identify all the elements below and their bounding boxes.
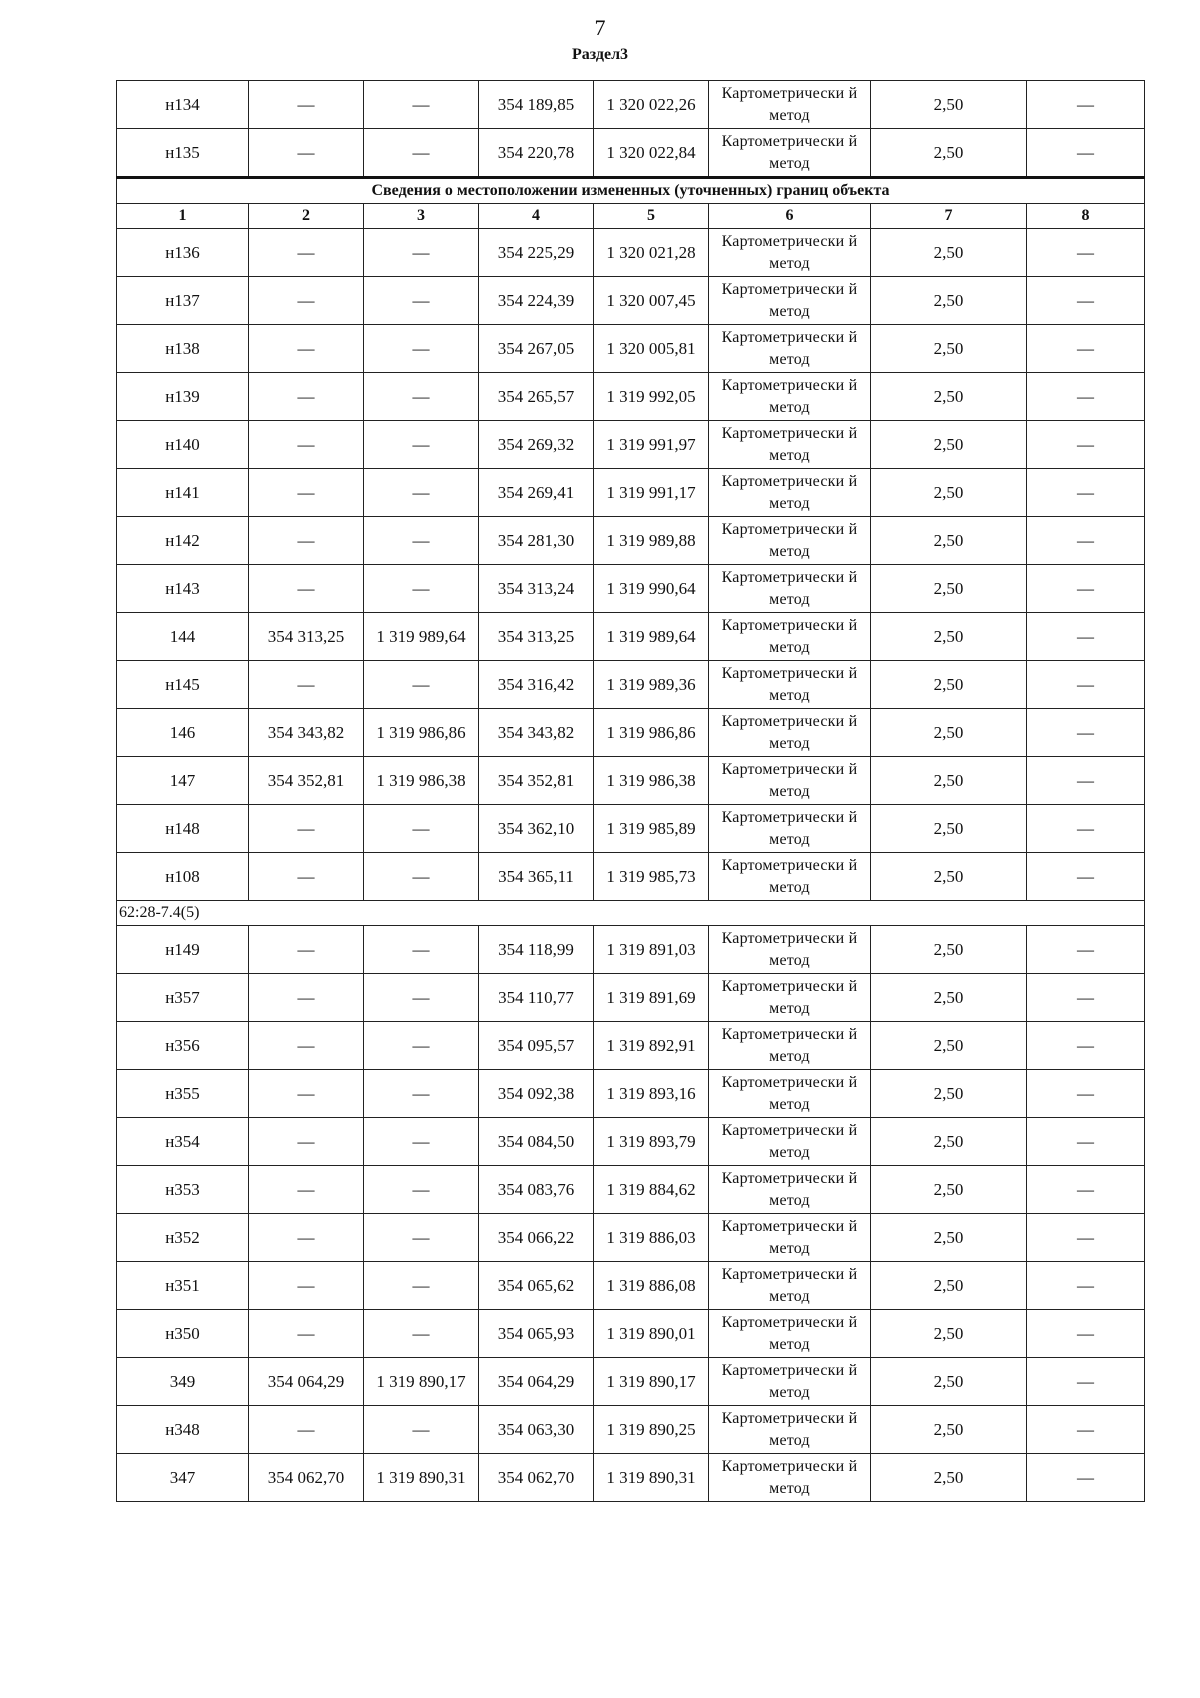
- y-new-cell: 1 319 890,25: [594, 1406, 709, 1454]
- point-cell: н356: [117, 1022, 249, 1070]
- x-new-cell: 354 365,11: [479, 853, 594, 901]
- accuracy-cell: 2,50: [871, 325, 1027, 373]
- method-cell: Картометрически й метод: [709, 974, 871, 1022]
- y-new-cell: 1 319 886,08: [594, 1262, 709, 1310]
- y-new-cell: 1 319 890,01: [594, 1310, 709, 1358]
- column-number: 7: [871, 204, 1027, 229]
- accuracy-cell: 2,50: [871, 129, 1027, 178]
- y-new-cell: 1 319 989,36: [594, 661, 709, 709]
- description-cell: —: [1027, 277, 1145, 325]
- y-old-cell: —: [364, 974, 479, 1022]
- table-row: [117, 277, 1145, 325]
- point-cell: н143: [117, 565, 249, 613]
- y-new-cell: 1 320 007,45: [594, 277, 709, 325]
- accuracy-cell: 2,50: [871, 1358, 1027, 1406]
- y-new-cell: 1 319 890,17: [594, 1358, 709, 1406]
- x-new-cell: 354 269,32: [479, 421, 594, 469]
- table-row: [117, 1022, 1145, 1070]
- point-cell: н145: [117, 661, 249, 709]
- point-cell: н139: [117, 373, 249, 421]
- x-old-cell: —: [249, 469, 364, 517]
- y-new-cell: 1 320 022,84: [594, 129, 709, 178]
- accuracy-cell: 2,50: [871, 1022, 1027, 1070]
- description-cell: —: [1027, 974, 1145, 1022]
- x-new-cell: 354 062,70: [479, 1454, 594, 1502]
- column-number: 5: [594, 204, 709, 229]
- y-old-cell: —: [364, 805, 479, 853]
- y-old-cell: —: [364, 277, 479, 325]
- accuracy-cell: 2,50: [871, 517, 1027, 565]
- point-cell: 147: [117, 757, 249, 805]
- y-old-cell: —: [364, 129, 479, 178]
- accuracy-cell: 2,50: [871, 277, 1027, 325]
- x-new-cell: 354 316,42: [479, 661, 594, 709]
- y-new-cell: 1 320 021,28: [594, 229, 709, 277]
- x-new-cell: 354 224,39: [479, 277, 594, 325]
- accuracy-cell: 2,50: [871, 709, 1027, 757]
- description-cell: —: [1027, 926, 1145, 974]
- table-row: [117, 661, 1145, 709]
- y-new-cell: 1 319 991,97: [594, 421, 709, 469]
- description-cell: —: [1027, 1166, 1145, 1214]
- table-row: [117, 757, 1145, 805]
- y-new-cell: 1 319 985,73: [594, 853, 709, 901]
- point-cell: н148: [117, 805, 249, 853]
- description-cell: —: [1027, 757, 1145, 805]
- table-row: [117, 1118, 1145, 1166]
- table-row: [117, 974, 1145, 1022]
- accuracy-cell: 2,50: [871, 974, 1027, 1022]
- y-old-cell: —: [364, 565, 479, 613]
- table-row: [117, 926, 1145, 974]
- x-new-cell: 354 313,24: [479, 565, 594, 613]
- column-number: 2: [249, 204, 364, 229]
- x-old-cell: 354 343,82: [249, 709, 364, 757]
- method-cell: Картометрически й метод: [709, 81, 871, 129]
- coordinates-table: [116, 80, 1145, 1502]
- x-new-cell: 354 084,50: [479, 1118, 594, 1166]
- y-old-cell: —: [364, 1166, 479, 1214]
- table-row: [117, 325, 1145, 373]
- x-old-cell: —: [249, 517, 364, 565]
- point-cell: н137: [117, 277, 249, 325]
- x-old-cell: —: [249, 421, 364, 469]
- method-cell: Картометрически й метод: [709, 325, 871, 373]
- table-row: [117, 469, 1145, 517]
- point-cell: н354: [117, 1118, 249, 1166]
- description-cell: —: [1027, 853, 1145, 901]
- y-old-cell: —: [364, 1262, 479, 1310]
- y-old-cell: —: [364, 1118, 479, 1166]
- x-old-cell: 354 313,25: [249, 613, 364, 661]
- table-row: [117, 229, 1145, 277]
- column-number: 3: [364, 204, 479, 229]
- x-old-cell: —: [249, 1214, 364, 1262]
- point-cell: н141: [117, 469, 249, 517]
- point-cell: 347: [117, 1454, 249, 1502]
- point-cell: н348: [117, 1406, 249, 1454]
- method-cell: Картометрически й метод: [709, 421, 871, 469]
- x-new-cell: 354 110,77: [479, 974, 594, 1022]
- y-old-cell: —: [364, 1214, 479, 1262]
- y-new-cell: 1 319 886,03: [594, 1214, 709, 1262]
- point-cell: н357: [117, 974, 249, 1022]
- x-old-cell: —: [249, 129, 364, 178]
- description-cell: —: [1027, 325, 1145, 373]
- y-old-cell: —: [364, 469, 479, 517]
- y-new-cell: 1 319 891,03: [594, 926, 709, 974]
- y-new-cell: 1 319 890,31: [594, 1454, 709, 1502]
- x-old-cell: 354 064,29: [249, 1358, 364, 1406]
- description-cell: —: [1027, 565, 1145, 613]
- column-number: 1: [117, 204, 249, 229]
- point-cell: 146: [117, 709, 249, 757]
- method-cell: Картометрически й метод: [709, 805, 871, 853]
- x-old-cell: —: [249, 1406, 364, 1454]
- y-new-cell: 1 319 985,89: [594, 805, 709, 853]
- description-cell: —: [1027, 1118, 1145, 1166]
- y-old-cell: 1 319 986,38: [364, 757, 479, 805]
- x-old-cell: 354 062,70: [249, 1454, 364, 1502]
- x-new-cell: 354 066,22: [479, 1214, 594, 1262]
- x-new-cell: 354 281,30: [479, 517, 594, 565]
- y-old-cell: —: [364, 325, 479, 373]
- point-cell: н352: [117, 1214, 249, 1262]
- accuracy-cell: 2,50: [871, 565, 1027, 613]
- y-old-cell: —: [364, 853, 479, 901]
- column-number: 6: [709, 204, 871, 229]
- point-cell: н149: [117, 926, 249, 974]
- accuracy-cell: 2,50: [871, 1166, 1027, 1214]
- x-old-cell: —: [249, 853, 364, 901]
- point-cell: н108: [117, 853, 249, 901]
- x-old-cell: —: [249, 1262, 364, 1310]
- description-cell: —: [1027, 1262, 1145, 1310]
- method-cell: Картометрически й метод: [709, 613, 871, 661]
- accuracy-cell: 2,50: [871, 229, 1027, 277]
- method-cell: Картометрически й метод: [709, 565, 871, 613]
- x-old-cell: —: [249, 1166, 364, 1214]
- x-old-cell: —: [249, 277, 364, 325]
- x-new-cell: 354 362,10: [479, 805, 594, 853]
- x-old-cell: —: [249, 325, 364, 373]
- x-new-cell: 354 083,76: [479, 1166, 594, 1214]
- x-old-cell: —: [249, 373, 364, 421]
- point-cell: 144: [117, 613, 249, 661]
- point-cell: н138: [117, 325, 249, 373]
- table-row: [117, 129, 1145, 178]
- description-cell: —: [1027, 1070, 1145, 1118]
- column-numbers-row: [117, 204, 1145, 229]
- accuracy-cell: 2,50: [871, 613, 1027, 661]
- x-old-cell: —: [249, 805, 364, 853]
- accuracy-cell: 2,50: [871, 1262, 1027, 1310]
- method-cell: Картометрически й метод: [709, 129, 871, 178]
- description-cell: —: [1027, 661, 1145, 709]
- y-old-cell: —: [364, 517, 479, 565]
- method-cell: Картометрически й метод: [709, 853, 871, 901]
- table-row: [117, 1166, 1145, 1214]
- x-new-cell: 354 313,25: [479, 613, 594, 661]
- accuracy-cell: 2,50: [871, 1214, 1027, 1262]
- accuracy-cell: 2,50: [871, 805, 1027, 853]
- accuracy-cell: 2,50: [871, 926, 1027, 974]
- y-old-cell: —: [364, 661, 479, 709]
- x-old-cell: —: [249, 81, 364, 129]
- method-cell: Картометрически й метод: [709, 1358, 871, 1406]
- description-cell: —: [1027, 1214, 1145, 1262]
- y-old-cell: —: [364, 1406, 479, 1454]
- y-new-cell: 1 319 986,38: [594, 757, 709, 805]
- method-cell: Картометрически й метод: [709, 469, 871, 517]
- point-cell: н351: [117, 1262, 249, 1310]
- x-old-cell: —: [249, 1070, 364, 1118]
- y-new-cell: 1 319 893,79: [594, 1118, 709, 1166]
- point-cell: н136: [117, 229, 249, 277]
- method-cell: Картометрически й метод: [709, 1406, 871, 1454]
- table-row: [117, 1070, 1145, 1118]
- x-new-cell: 354 225,29: [479, 229, 594, 277]
- table-row: [117, 565, 1145, 613]
- x-new-cell: 354 063,30: [479, 1406, 594, 1454]
- point-cell: н350: [117, 1310, 249, 1358]
- table-row: [117, 853, 1145, 901]
- method-cell: Картометрически й метод: [709, 1454, 871, 1502]
- point-cell: н135: [117, 129, 249, 178]
- y-new-cell: 1 319 986,86: [594, 709, 709, 757]
- y-old-cell: —: [364, 1022, 479, 1070]
- method-cell: Картометрически й метод: [709, 517, 871, 565]
- method-cell: Картометрически й метод: [709, 229, 871, 277]
- x-new-cell: 354 343,82: [479, 709, 594, 757]
- table-row: [117, 81, 1145, 129]
- method-cell: Картометрически й метод: [709, 709, 871, 757]
- method-cell: Картометрически й метод: [709, 1262, 871, 1310]
- block-heading: Сведения о местоположении измененных (уточненных) границ объекта: [117, 178, 1145, 204]
- point-cell: 349: [117, 1358, 249, 1406]
- y-new-cell: 1 319 891,69: [594, 974, 709, 1022]
- table-row: [117, 613, 1145, 661]
- description-cell: —: [1027, 1358, 1145, 1406]
- section-title: Раздел3: [571, 46, 629, 63]
- y-old-cell: —: [364, 373, 479, 421]
- accuracy-cell: 2,50: [871, 1406, 1027, 1454]
- x-new-cell: 354 118,99: [479, 926, 594, 974]
- y-new-cell: 1 319 989,88: [594, 517, 709, 565]
- description-cell: —: [1027, 1406, 1145, 1454]
- accuracy-cell: 2,50: [871, 469, 1027, 517]
- description-cell: —: [1027, 709, 1145, 757]
- x-old-cell: —: [249, 974, 364, 1022]
- x-new-cell: 354 352,81: [479, 757, 594, 805]
- rows-before-heading: [117, 81, 1145, 178]
- accuracy-cell: 2,50: [871, 421, 1027, 469]
- accuracy-cell: 2,50: [871, 757, 1027, 805]
- x-new-cell: 354 265,57: [479, 373, 594, 421]
- description-cell: —: [1027, 229, 1145, 277]
- x-new-cell: 354 269,41: [479, 469, 594, 517]
- x-new-cell: 354 095,57: [479, 1022, 594, 1070]
- accuracy-cell: 2,50: [871, 1310, 1027, 1358]
- table-row: [117, 373, 1145, 421]
- point-cell: н353: [117, 1166, 249, 1214]
- x-new-cell: 354 189,85: [479, 81, 594, 129]
- point-cell: н355: [117, 1070, 249, 1118]
- x-old-cell: —: [249, 1022, 364, 1070]
- description-cell: —: [1027, 373, 1145, 421]
- y-new-cell: 1 319 892,91: [594, 1022, 709, 1070]
- table-row: [117, 1214, 1145, 1262]
- method-cell: Картометрически й метод: [709, 1310, 871, 1358]
- x-new-cell: 354 065,62: [479, 1262, 594, 1310]
- table-row: [117, 1406, 1145, 1454]
- block-heading-group: [117, 178, 1145, 229]
- parcel-label-row: [117, 901, 1145, 926]
- y-new-cell: 1 319 884,62: [594, 1166, 709, 1214]
- parcel-label-group: [117, 901, 1145, 926]
- y-old-cell: —: [364, 1070, 479, 1118]
- y-new-cell: 1 319 893,16: [594, 1070, 709, 1118]
- y-old-cell: —: [364, 926, 479, 974]
- table-row: [117, 709, 1145, 757]
- method-cell: Картометрически й метод: [709, 1022, 871, 1070]
- accuracy-cell: 2,50: [871, 661, 1027, 709]
- table-row: [117, 1310, 1145, 1358]
- description-cell: —: [1027, 613, 1145, 661]
- method-cell: Картометрически й метод: [709, 661, 871, 709]
- description-cell: —: [1027, 517, 1145, 565]
- parcel-label: 62:28-7.4(5): [117, 901, 1145, 926]
- y-new-cell: 1 319 991,17: [594, 469, 709, 517]
- y-new-cell: 1 319 990,64: [594, 565, 709, 613]
- point-cell: н142: [117, 517, 249, 565]
- method-cell: Картометрически й метод: [709, 757, 871, 805]
- y-new-cell: 1 320 005,81: [594, 325, 709, 373]
- method-cell: Картометрически й метод: [709, 1118, 871, 1166]
- description-cell: —: [1027, 1310, 1145, 1358]
- table-row: [117, 1358, 1145, 1406]
- table-row: [117, 1262, 1145, 1310]
- accuracy-cell: 2,50: [871, 373, 1027, 421]
- rows-section-b: [117, 926, 1145, 1502]
- table-row: [117, 1454, 1145, 1502]
- description-cell: —: [1027, 1022, 1145, 1070]
- description-cell: —: [1027, 421, 1145, 469]
- y-old-cell: —: [364, 81, 479, 129]
- x-old-cell: —: [249, 1310, 364, 1358]
- y-old-cell: 1 319 890,31: [364, 1454, 479, 1502]
- page-number: 7: [594, 15, 606, 40]
- method-cell: Картометрически й метод: [709, 277, 871, 325]
- y-new-cell: 1 319 992,05: [594, 373, 709, 421]
- accuracy-cell: 2,50: [871, 853, 1027, 901]
- y-old-cell: 1 319 989,64: [364, 613, 479, 661]
- description-cell: —: [1027, 469, 1145, 517]
- accuracy-cell: 2,50: [871, 81, 1027, 129]
- x-old-cell: 354 352,81: [249, 757, 364, 805]
- rows-section-a: [117, 229, 1145, 901]
- method-cell: Картометрически й метод: [709, 926, 871, 974]
- accuracy-cell: 2,50: [871, 1454, 1027, 1502]
- column-number: 8: [1027, 204, 1145, 229]
- column-number: 4: [479, 204, 594, 229]
- table-row: [117, 517, 1145, 565]
- method-cell: Картометрически й метод: [709, 1214, 871, 1262]
- y-old-cell: —: [364, 229, 479, 277]
- x-old-cell: —: [249, 1118, 364, 1166]
- y-old-cell: 1 319 986,86: [364, 709, 479, 757]
- accuracy-cell: 2,50: [871, 1118, 1027, 1166]
- y-new-cell: 1 319 989,64: [594, 613, 709, 661]
- description-cell: —: [1027, 805, 1145, 853]
- point-cell: н134: [117, 81, 249, 129]
- y-old-cell: —: [364, 421, 479, 469]
- accuracy-cell: 2,50: [871, 1070, 1027, 1118]
- x-new-cell: 354 267,05: [479, 325, 594, 373]
- x-old-cell: —: [249, 565, 364, 613]
- x-old-cell: —: [249, 926, 364, 974]
- y-old-cell: —: [364, 1310, 479, 1358]
- y-old-cell: 1 319 890,17: [364, 1358, 479, 1406]
- x-old-cell: —: [249, 661, 364, 709]
- method-cell: Картометрически й метод: [709, 1166, 871, 1214]
- method-cell: Картометрически й метод: [709, 1070, 871, 1118]
- y-new-cell: 1 320 022,26: [594, 81, 709, 129]
- point-cell: н140: [117, 421, 249, 469]
- x-new-cell: 354 092,38: [479, 1070, 594, 1118]
- description-cell: —: [1027, 129, 1145, 178]
- x-new-cell: 354 064,29: [479, 1358, 594, 1406]
- method-cell: Картометрически й метод: [709, 373, 871, 421]
- table-row: [117, 805, 1145, 853]
- table-row: [117, 421, 1145, 469]
- x-new-cell: 354 065,93: [479, 1310, 594, 1358]
- x-new-cell: 354 220,78: [479, 129, 594, 178]
- block-heading-row: [117, 178, 1145, 204]
- description-cell: —: [1027, 81, 1145, 129]
- x-old-cell: —: [249, 229, 364, 277]
- description-cell: —: [1027, 1454, 1145, 1502]
